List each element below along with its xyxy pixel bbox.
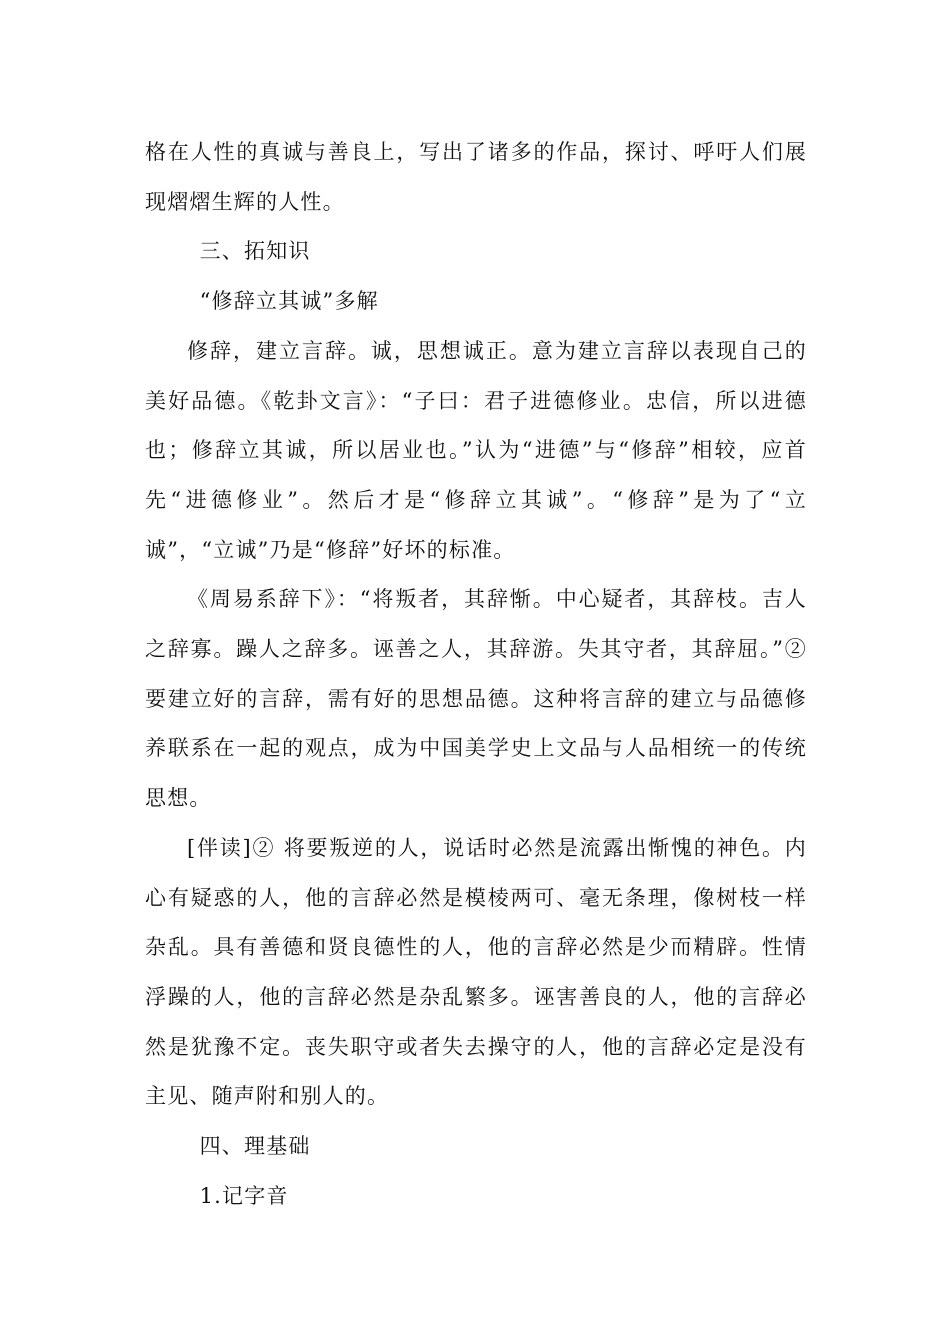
paragraph-bandu: [伴读]② 将要叛逆的人，说话时必然是流露出惭愧的神色。内心有疑惑的人，他的言辞必然是模棱两可、毫无条理，像树枝一样杂乱。具有善德和贤良德性的人，他的言辞必然是少而精辟。性情浮躁的人，他的言辞必然是杂乱繁多。诬害善良的人，他的言辞必然是犹豫不定。丧失职守或者失去操守的人，他的言辞必定是没有主见、随声附和别人的。 [145,835,807,1109]
paragraph-zhouyi: 《周易系辞下》：“将叛者，其辞惭。中心疑者，其辞枝。吉人之辞寡。躁人之辞多。诬善之人，其辞游。失其守者，其辞屈。”②要建立好的言辞，需有好的思想品德。这种将言辞的建立与品德修养联系在一起的观点，成为中国美学史上文品与人品相统一的传统思想。 [145,587,807,811]
subsection-title: “修辞立其诚”多解 [199,289,379,314]
document-body [145,128,807,1221]
continuation-paragraph: 格在人性的真诚与善良上，写出了诸多的作品，探讨、呼吁人们展现熠熠生辉的人性。 [145,140,807,214]
section-heading-4: 四、理基础 [199,1134,311,1159]
list-item-1: 1.记字音 [199,1183,289,1208]
paragraph-xiuci: 修辞，建立言辞。诚，思想诚正。意为建立言辞以表现自己的美好品德。《乾卦文言》：“子曰：君子进德修业。忠信，所以进德也；修辞立其诚，所以居业也。”认为“进德”与“修辞”相较，应首先“进德修业”。然后才是“修辞立其诚”。“修辞”是为了“立诚”，“立诚”乃是“修辞”好坏的标准。 [145,338,807,562]
section-heading-3: 三、拓知识 [199,239,311,264]
